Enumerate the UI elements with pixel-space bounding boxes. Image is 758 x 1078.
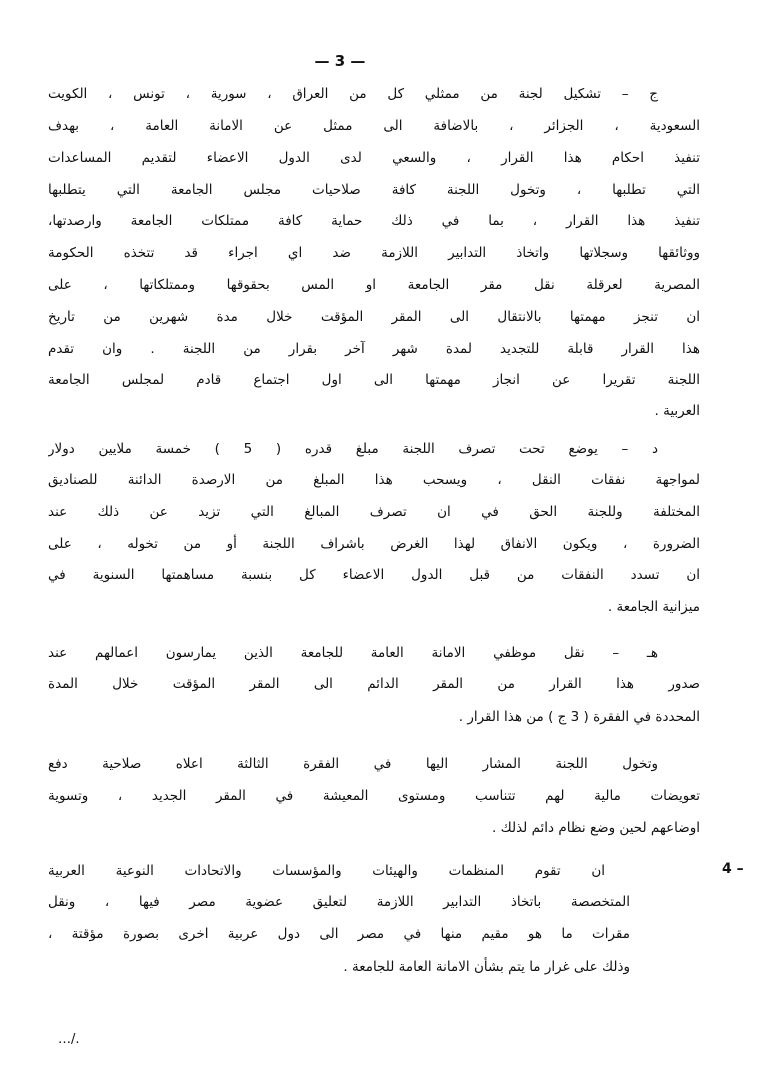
text-line: تعويضات مالية لهم تتناسب ومستوى المعيشة في المقر الجديد ، وتسوية <box>48 788 700 804</box>
item-number: 4 – <box>722 861 744 877</box>
text-line: ميزانية الجامعة . <box>607 599 700 615</box>
text-line: ووثائقها وسجلاتها واتخاذ التدابير اللازمة ضد اي اجراء قد تتخذه الحكومة <box>48 245 700 261</box>
text-line: السعودية ، الجزائر ، بالاضافة الى ممثل عن الامانة العامة ، بهدف <box>48 118 700 134</box>
text-line: ج – تشكيل لجنة من ممثلي كل من العراق ، سورية ، تونس ، الكويت <box>48 86 658 102</box>
text-line: التي تطلبها ، وتخول اللجنة كافة صلاحيات مجلس الجامعة التي يتطلبها <box>48 182 700 198</box>
text-line: تنفيذ هذا القرار ، بما في ذلك حماية كافة ممتلكات الجامعة وارصدتها، <box>48 213 700 229</box>
text-line: ان تنجز مهمتها بالانتقال الى المقر المؤقت خلال مدة شهرين من تاريخ <box>48 309 700 325</box>
text-line: ان تسدد النفقات من قبل الدول الاعضاء كل بنسبة مساهمتها السنوية في <box>48 567 700 583</box>
text-line: هـ – نقل موظفي الامانة العامة للجامعة الذين يمارسون اعمالهم عند <box>48 645 658 661</box>
text-line: د – يوضع تحت تصرف اللجنة مبلغ قدره ( 5 ) خمسة ملايين دولار <box>48 441 658 457</box>
page-number: — 3 — <box>314 52 366 70</box>
text-line: صدور هذا القرار من المقر الدائم الى المقر المؤقت خلال المدة <box>48 676 700 692</box>
text-line: المصرية لعرقلة نقل مقر الجامعة او المس بحقوقها وممتلكاتها ، على <box>48 277 700 293</box>
continuation-mark: …/. <box>58 1032 80 1047</box>
text-line: المتخصصة باتخاذ التدابير اللازمة لتعليق عضوية مصر فيها ، ونقل <box>48 894 630 910</box>
text-line: المختلفة وللجنة الحق في ان تصرف المبالغ التي تزيد عن ذلك عند <box>48 504 700 520</box>
text-line: المحددة في الفقرة ( 3 ج ) من هذا القرار . <box>458 709 700 725</box>
text-line: وذلك على غرار ما يتم بشأن الامانة العامة للجامعة . <box>343 959 630 975</box>
text-line: مقرات ما هو مقيم منها في مصر الى دول عربية اخرى بصورة مؤقتة ، <box>48 926 630 942</box>
text-line: وتخول اللجنة المشار اليها في الفقرة الثالثة اعلاه صلاحية دفع <box>48 756 658 772</box>
text-line: تنفيذ احكام هذا القرار ، والسعي لدى الدول الاعضاء لتقديم المساعدات <box>48 150 700 166</box>
text-line: اوضاعهم لحين وضع نظام دائم لذلك . <box>492 820 700 836</box>
text-line: الضرورة ، ويكون الانفاق لهذا الغرض باشراف اللجنة أو من تخوله ، على <box>48 536 700 552</box>
text-line: هذا القرار قابلة للتجديد لمدة شهر آخر بقرار من اللجنة . وان تقدم <box>48 341 700 357</box>
text-line: اللجنة تقريرا عن انجاز مهمتها الى اول اجتماع قادم لمجلس الجامعة <box>48 372 700 388</box>
text-line: العربية . <box>654 403 700 419</box>
text-line: لمواجهة نفقات النقل ، ويسحب هذا المبلغ من الارصدة الدائنة للصناديق <box>48 472 700 488</box>
text-line: ان تقوم المنظمات والهيئات والمؤسسات والاتحادات النوعية العربية <box>48 863 605 879</box>
